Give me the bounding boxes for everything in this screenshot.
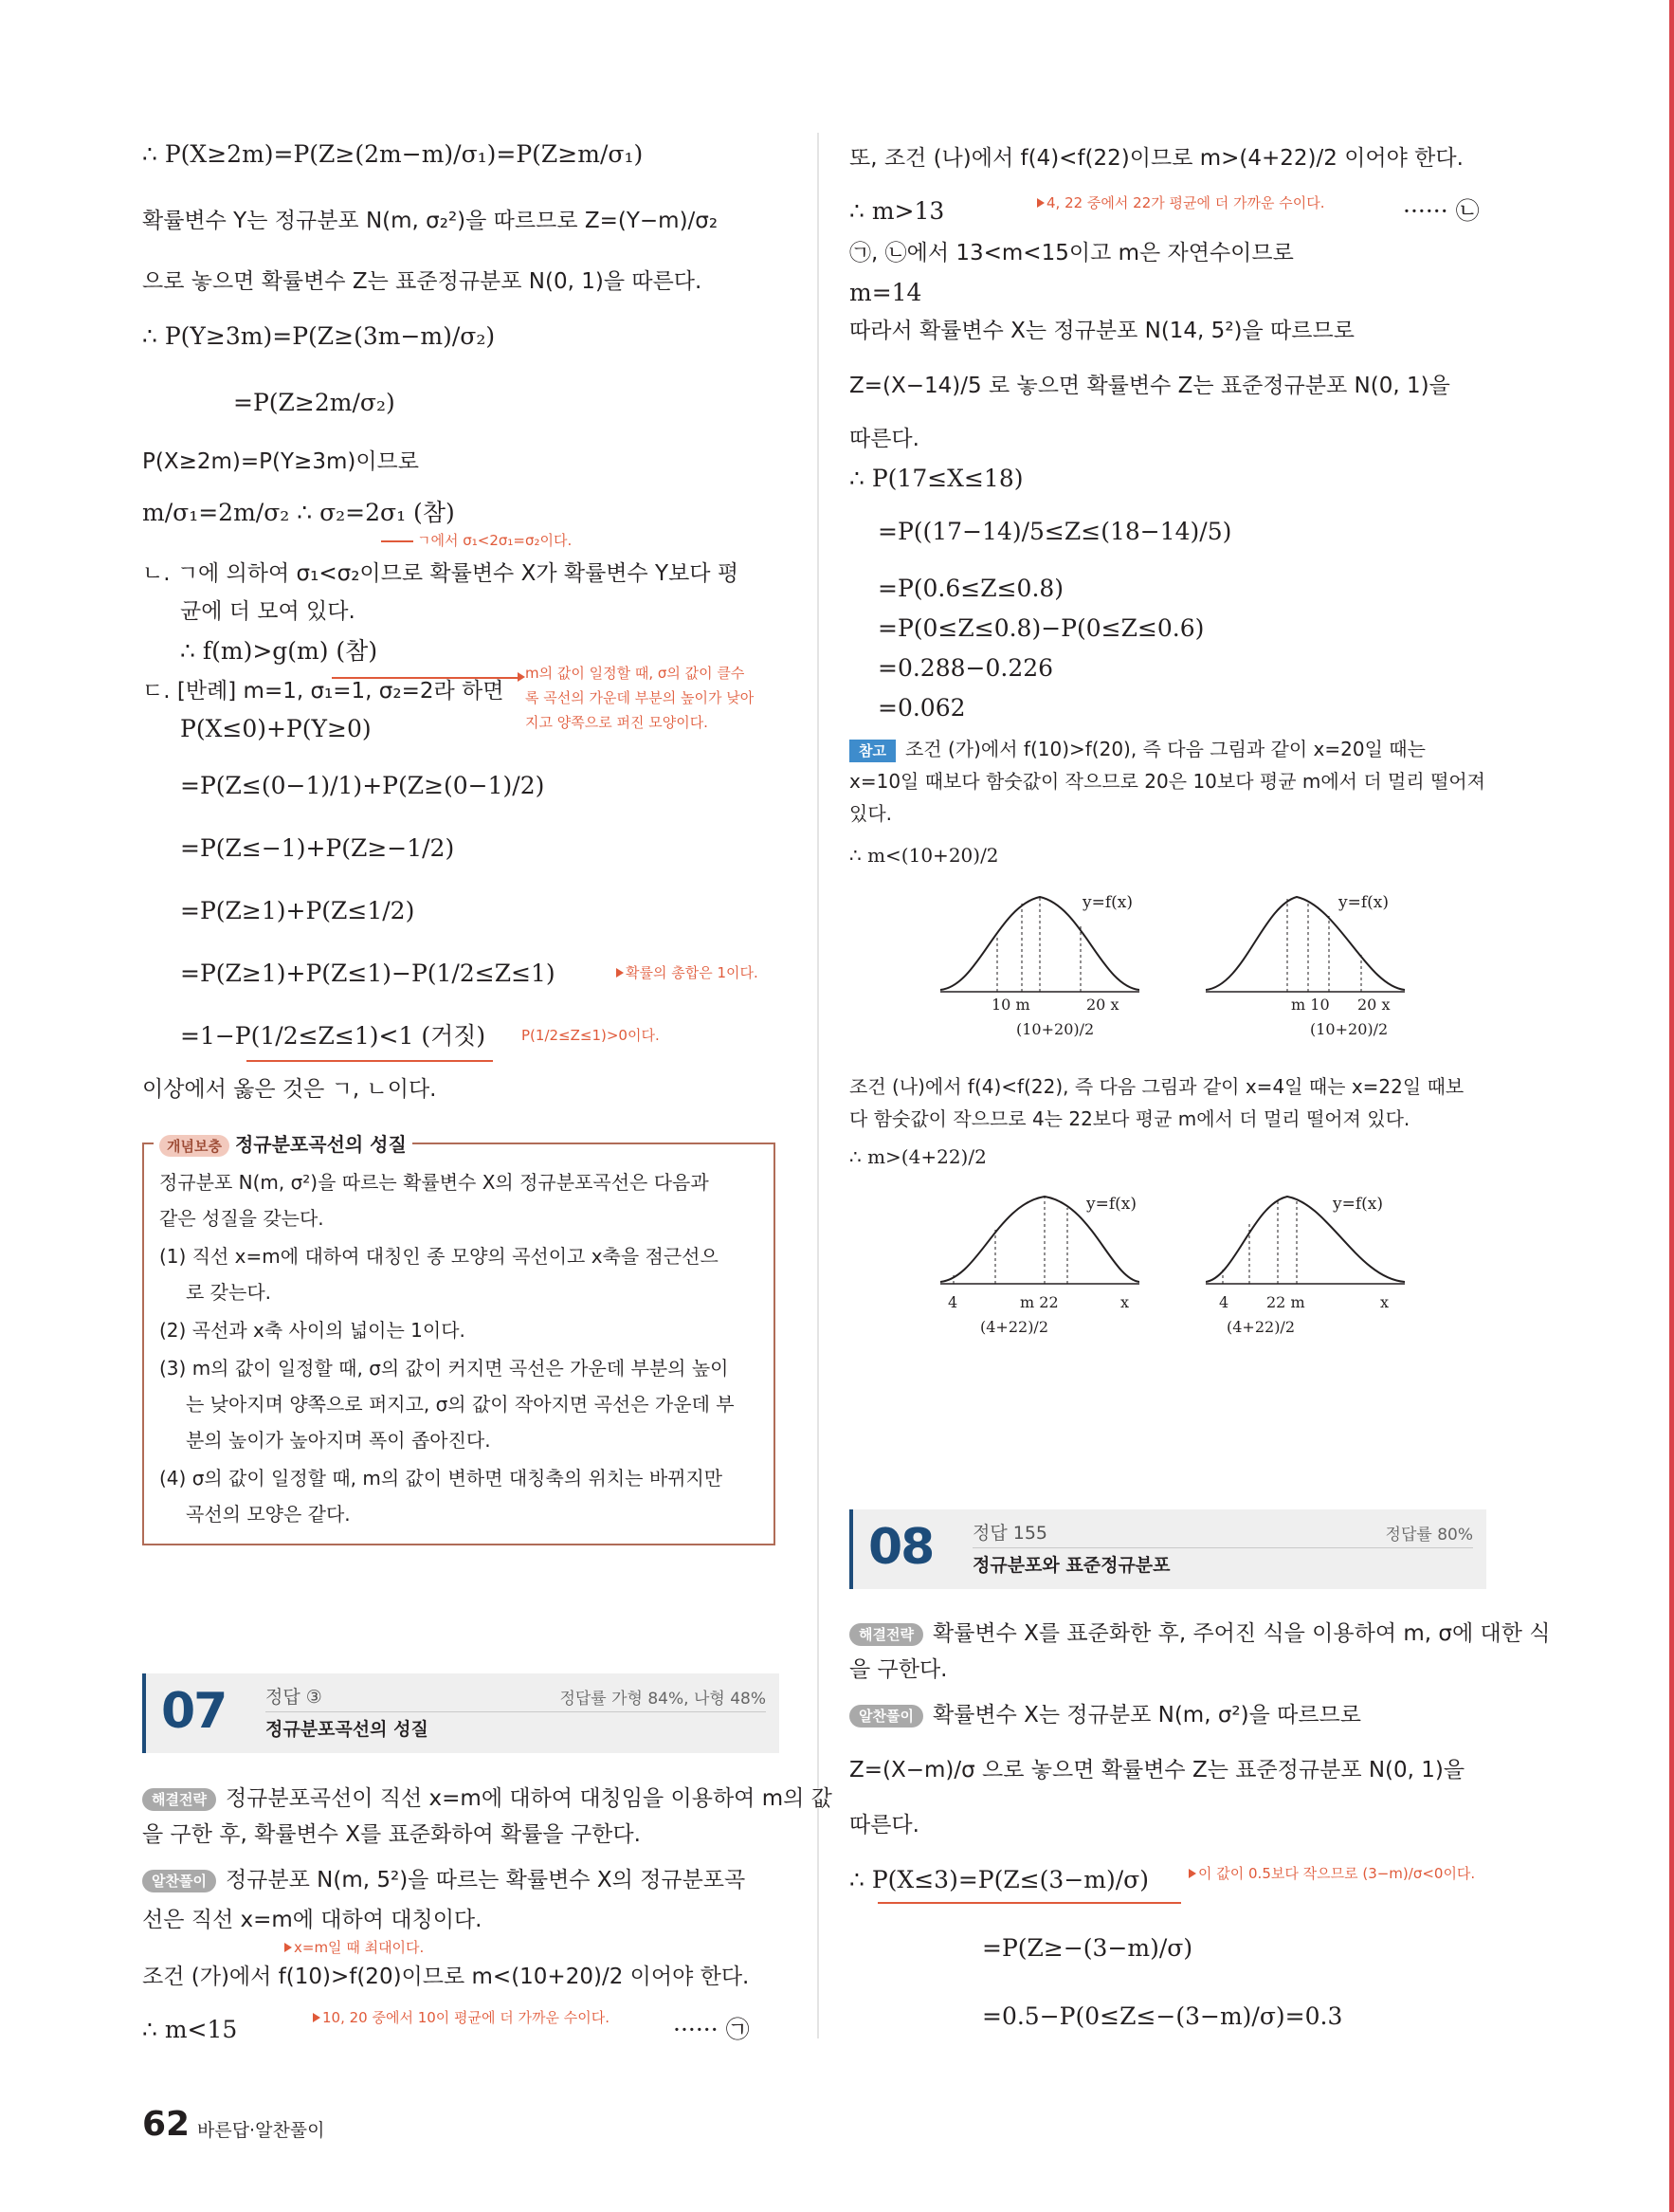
note-sigma-shape-a: m의 값이 일정할 때, σ의 값이 클수 [525,665,745,682]
solution-tag: 알찬풀이 [142,1870,216,1892]
solution-08d: ∴ P(X≤3)=P(Z≤(3−m)/σ) [849,1866,1149,1893]
concept-item-1b: 로 갖는다. [186,1281,271,1304]
solution-08b: Z=(X−m)/σ 으로 놓으면 확률변수 Z는 표준정규분포 N(0, 1)을 [849,1758,1465,1782]
eq-p-step2: =P(0.6≤Z≤0.8) [878,575,1064,602]
arrow-icon [284,1943,292,1952]
eq-step5: =1−P(1/2≤Z≤1)<1 (거짓) [180,1022,486,1050]
solution-07d: ∴ m<15 [142,2016,238,2043]
graph-3-tick: 4 [948,1293,958,1311]
text-x-normal: 따라서 확률변수 X는 정규분포 N(14, 5²)을 따르므로 [849,319,1355,343]
question-number: 07 [161,1683,227,1740]
concept-text: 같은 성질을 갖는다. [159,1207,324,1230]
arrow-icon [518,672,525,682]
answer-block-08 [849,1509,1486,1589]
arrow-icon [616,968,624,978]
eq-p-step3: =P(0≤Z≤0.8)−P(0≤Z≤0.6) [878,614,1205,642]
graph-2-frac: (10+20)/2 [1310,1020,1389,1038]
text-nieun-b: 균에 더 모여 있다. [180,599,355,624]
solution-07b: 선은 직선 x=m에 대하여 대칭이다. [142,1908,482,1932]
eq-m-lt-15: ∴ m<(10+20)/2 [849,844,999,867]
solution-08e: =P(Z≥−(3−m)/σ) [982,1934,1193,1962]
solution-07c: 조건 (가)에서 f(10)>f(20)이므로 m<(10+20)/2 이어야 한다. [142,1965,750,1989]
text-follows: 따른다. [849,427,919,451]
eq-sigma2: m/σ₁=2m/σ₂ ∴ σ₂=2σ₁ (참) [142,499,455,526]
eq-p-result: =0.062 [878,694,966,722]
reference [849,736,1426,762]
concept-box [142,1133,775,1545]
answer-title: 정규분포곡선의 성질 [265,1719,428,1740]
solution-08f: =0.5−P(0≤Z≤−(3−m)/σ)=0.3 [982,2002,1343,2030]
strategy-text: 정규분포곡선이 직선 x=m에 대하여 대칭임을 이용하여 m의 값 [225,1786,832,1811]
right-column [849,0,1551,2212]
eq-sum: P(X≤0)+P(Y≥0) [180,715,372,742]
strategy-tag: 해결전략 [849,1623,923,1646]
mark-nieun: ······ ㉡ [1403,197,1480,225]
divider [265,1711,766,1712]
graph-3-tick: m 22 [1020,1293,1059,1311]
arrow-icon [1189,1869,1196,1878]
graph-1-tick: 20 x [1086,996,1119,1014]
eq-m-gt-13b: ∴ m>(4+22)/2 [849,1145,987,1168]
concept-item-2: (2) 곡선과 x축 사이의 넓이는 1이다. [159,1319,465,1342]
eq-f-gt-g: ∴ f(m)>g(m) (참) [180,637,378,665]
concept-item-3: (3) m의 값이 일정할 때, σ의 값이 커지면 곡선은 가운데 부분의 높이 [159,1357,729,1380]
concept-text: 정규분포 N(m, σ²)을 따르는 확률변수 X의 정규분포곡선은 다음과 [159,1171,709,1194]
text-z-sub: Z=(X−14)/5 로 놓으면 확률변수 Z는 표준정규분포 N(0, 1)을 [849,374,1450,398]
cond-na-text-2: 다 함숫값이 작으므로 4는 22보다 평균 m에서 더 멀리 떨어져 있다. [849,1107,1410,1130]
concept-title: 정규분포곡선의 성질 [234,1133,407,1156]
graph-2-tick: 20 x [1357,996,1391,1014]
concept-item-3b: 는 낮아지며 양쪽으로 퍼지고, σ의 값이 작아지면 곡선은 가운데 부 [186,1393,735,1416]
solution-text: 확률변수 X는 정규분포 N(m, σ²)을 따르므로 [932,1703,1361,1728]
reference-text-2: x=10일 때보다 함숫값이 작으므로 20은 10보다 평균 m에서 더 멀리 떨어져 [849,770,1485,793]
concept-item-3c: 분의 높이가 높아지며 폭이 좁아진다. [186,1429,491,1452]
eq-step1: =P(Z≤(0−1)/1)+P(Z≥(0−1)/2) [180,772,545,799]
column-divider [817,133,819,2038]
strategy-08b: 을 구한다. [849,1657,948,1682]
strategy-07 [142,1782,832,1815]
eq-px-ge-2m: ∴ P(X≥2m)=P(Z≥(2m−m)/σ₁)=P(Z≥m/σ₁) [142,140,644,168]
strategy-08 [849,1618,1550,1650]
left-column [142,0,832,2212]
graph-2-fx: y=f(x) [1338,893,1389,912]
graph-1-fx: y=f(x) [1083,893,1133,912]
note-sigma-shape-b: 록 곡선의 가운데 부분의 높이가 낮아 [525,689,755,706]
graph-2-tick: m 10 [1291,996,1330,1014]
arrow-icon [1037,198,1045,208]
text-m-range: ㉠, ㉡에서 13<m<15이고 m은 자연수이므로 [849,241,1294,265]
eq-p-17-18: ∴ P(17≤X≤18) [849,465,1024,492]
graph-4-tick: x [1380,1293,1390,1311]
concept-header [154,1129,412,1157]
text-y-normal: 확률변수 Y는 정규분포 N(m, σ₂²)을 따르므로 Z=(Y−m)/σ₂ [142,209,719,233]
graph-3-tick: x [1120,1293,1130,1311]
text-z-standard: 으로 놓으면 확률변수 Z는 표준정규분포 N(0, 1)을 따른다. [142,269,702,294]
note-sigma-shape-c: 지고 양쪽으로 퍼진 모양이다. [525,714,708,731]
eq-step4: =P(Z≥1)+P(Z≤1)−P(1/2≤Z≤1) [180,960,555,987]
page-number: 62 [142,2105,191,2144]
solution-tag: 알찬풀이 [849,1705,923,1728]
solution-07 [142,1864,745,1896]
solution-08c: 따른다. [849,1813,919,1837]
note-max: x=m일 때 최대이다. [294,1939,425,1956]
eq-step3: =P(Z≥1)+P(Z≤1/2) [180,897,415,924]
reference-tag: 참고 [849,740,896,762]
footer-label: 바른답·알찬풀이 [197,2120,325,2141]
reference-text-3: 있다. [849,802,892,825]
reference-text: 조건 (가)에서 f(10)>f(20), 즉 다음 그림과 같이 x=20일 때는 [904,738,1426,760]
note-sigma-compare: ㄱ에서 σ₁<2σ₁=σ₂이다. [417,532,573,549]
concept-item-1: (1) 직선 x=m에 대하여 대칭인 종 모양의 곡선이고 x축을 점근선으 [159,1245,719,1268]
graph-3-fx: y=f(x) [1086,1195,1137,1214]
divider [973,1547,1473,1548]
strategy-tag: 해결전략 [142,1788,216,1811]
eq-py-ge-3m-b: =P(Z≥2m/σ₂) [233,389,395,416]
solution-08 [849,1699,1361,1731]
text-digeut: ㄷ. [반례] m=1, σ₁=1, σ₂=2라 하면 [142,679,504,704]
eq-m-gt-13: ∴ m>13 [849,197,945,225]
answer-rate: 정답률 가형 84%, 나형 48% [559,1690,766,1709]
eq-p-step4: =0.288−0.226 [878,654,1054,682]
solution-text: 정규분포 N(m, 5²)을 따르는 확률변수 X의 정규분포곡 [225,1868,746,1892]
text-cond-na: 또, 조건 (나)에서 f(4)<f(22)이므로 m>(4+22)/2 이어야 한다. [849,146,1464,171]
answer-label: 정답 155 [973,1523,1048,1544]
eq-p-step1: =P((17−14)/5≤Z≤(18−14)/5) [878,518,1232,545]
eq-m-14: m=14 [849,279,922,306]
graph-3-frac: (4+22)/2 [980,1318,1048,1336]
graph-4-fx: y=f(x) [1333,1195,1383,1214]
concept-item-4: (4) σ의 값이 일정할 때, m의 값이 변하면 대칭축의 위치는 바뀌지만 [159,1467,723,1490]
text-nieun: ㄴ. ㄱ에 의하여 σ₁<σ₂이므로 확률변수 X가 확률변수 Y보다 평 [142,561,739,586]
strategy-07b: 을 구한 후, 확률변수 X를 표준화하여 확률을 구한다. [142,1822,641,1847]
note-closer-22: 4, 22 중에서 22가 평균에 더 가까운 수이다. [1046,194,1325,211]
graph-4-frac: (4+22)/2 [1227,1318,1295,1336]
eq-step2: =P(Z≤−1)+P(Z≥−1/2) [180,834,455,862]
note-line [878,1902,1181,1904]
answer-title: 정규분포와 표준정규분포 [973,1555,1171,1576]
note-positive-prob: P(1/2≤Z≤1)>0이다. [521,1027,660,1044]
graph-1-frac: (10+20)/2 [1016,1020,1095,1038]
mark-giyeok: ······ ㉠ [673,2016,750,2043]
concept-item-4b: 곡선의 모양은 같다. [186,1503,351,1526]
graph-1-tick: 10 m [992,996,1030,1014]
answer-block-07 [142,1673,779,1753]
page-edge-stripe [1669,0,1674,2212]
answer-rate: 정답률 80% [1385,1526,1473,1545]
note-line [246,1060,493,1062]
eq-py-ge-3m: ∴ P(Y≥3m)=P(Z≥(3m−m)/σ₂) [142,322,496,350]
graph-4-tick: 4 [1219,1293,1229,1311]
text-conclusion: 이상에서 옳은 것은 ㄱ, ㄴ이다. [142,1077,437,1102]
text-equal-probs: P(X≥2m)=P(Y≥3m)이므로 [142,449,419,474]
note-total-prob: 확률의 총합은 1이다. [626,964,758,981]
concept-badge: 개념보충 [159,1135,229,1157]
note-line [381,540,413,542]
note-closer-10: 10, 20 중에서 10이 평균에 더 가까운 수이다. [322,2009,610,2026]
arrow-icon [313,2013,320,2022]
answer-label: 정답 ③ [265,1687,322,1708]
graph-4-tick: 22 m [1266,1293,1305,1311]
question-number: 08 [868,1519,934,1576]
strategy-text: 확률변수 X를 표준화한 후, 주어진 식을 이용하여 m, σ에 대한 식 [932,1621,1551,1646]
cond-na-text: 조건 (나)에서 f(4)<f(22), 즉 다음 그림과 같이 x=4일 때는 x=22일 때보 [849,1075,1465,1098]
note-less-half: 이 값이 0.5보다 작으므로 (3−m)/σ<0이다. [1198,1865,1476,1882]
